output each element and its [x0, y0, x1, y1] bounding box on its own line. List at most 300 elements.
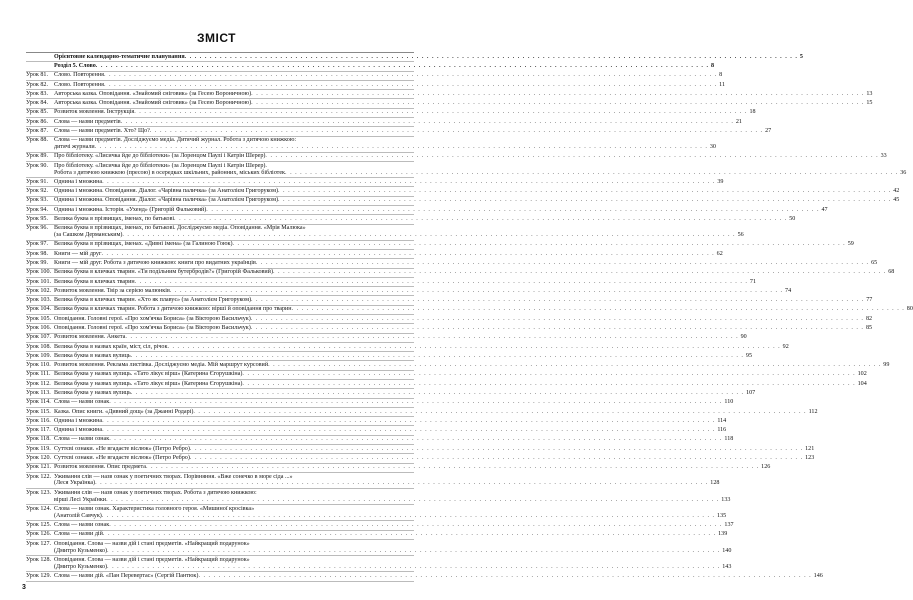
page-ref: 8	[710, 62, 715, 69]
toc-row	[26, 259, 878, 268]
page-ref: 92	[782, 343, 789, 350]
dot-leader	[125, 334, 738, 341]
entry-text	[54, 343, 789, 351]
entry-title: Розвиток мовлення. Інструкція	[54, 109, 135, 116]
dot-leader	[273, 269, 886, 276]
entry-line	[54, 343, 789, 351]
entry-text	[54, 297, 873, 304]
entry-text	[54, 225, 744, 239]
lesson-label: Урок 91.	[26, 178, 48, 185]
entry-line	[54, 480, 720, 487]
entry-text	[54, 436, 734, 443]
entry-title: Велика буква в прізвищах, іменах, по батькові. Досліджуємо медіа. Оповідання. «Мрія Малюка»	[54, 225, 306, 232]
entry-text	[54, 287, 792, 295]
entry-title: Однина і множина. Оповідання. Діалог. «Чарівна паличка» (за Анатолієм Григоруком)	[54, 188, 278, 195]
entry-line	[54, 241, 854, 248]
page-ref: 143	[722, 563, 732, 570]
dot-leader	[95, 144, 708, 151]
toc-row	[26, 371, 867, 380]
toc-row	[26, 296, 873, 305]
entry-text	[54, 100, 873, 107]
entry-line	[54, 464, 771, 471]
entry-line	[54, 506, 414, 513]
entry-title: Робота з дитячою книжкою (пресою) в осередках шкільних, районних, міських бібліотек	[54, 169, 286, 176]
dot-leader	[131, 353, 744, 360]
page-ref: 90	[740, 334, 747, 341]
dot-leader	[198, 573, 811, 580]
dot-leader	[135, 279, 748, 286]
dot-leader	[122, 232, 735, 239]
entry-line	[54, 573, 823, 580]
entry-line	[54, 169, 907, 177]
entry-line	[54, 325, 873, 332]
page-ref: 15	[866, 100, 873, 107]
entry-title: Велика буква в кличках тварин. «Ти подільним бутербродів?» (Григорій Фальковий)	[54, 269, 273, 276]
entry-text	[54, 427, 727, 434]
entry-line	[54, 297, 873, 304]
lesson-label: Урок 120.	[26, 454, 52, 461]
entry-line	[54, 512, 727, 520]
lesson-label: Урок 107.	[26, 334, 52, 341]
entry-text	[54, 216, 796, 223]
page-ref: 59	[847, 241, 854, 248]
lesson-label: Урок 127.	[26, 540, 52, 547]
entry-line	[54, 306, 913, 313]
dot-leader	[242, 381, 855, 388]
entry-line	[54, 490, 414, 497]
entry-title: Орієнтовне календарно-тематичне планування	[54, 53, 185, 60]
page-ref: 21	[735, 118, 742, 125]
dot-leader	[193, 409, 806, 416]
page-ref: 80	[906, 306, 913, 313]
entry-title: Розділ 5. Слово	[54, 62, 96, 69]
dot-leader	[106, 497, 719, 504]
lesson-label: Урок 113.	[26, 389, 51, 396]
entry-line	[54, 153, 887, 160]
lesson-label: Урок 123.	[26, 489, 52, 496]
entry-title: Слова — назви дій. «Пан Перевертас» (Сергій Пантюк)	[54, 573, 199, 579]
entry-text	[54, 278, 756, 286]
entry-line	[54, 178, 724, 186]
entry-line	[54, 163, 414, 170]
toc-row	[26, 287, 792, 296]
dot-leader	[109, 436, 722, 443]
entry-title: Велика буква в кличках тварин. «Хто як плавує» (за Анатолієм Григоруком)	[54, 297, 251, 304]
entry-text	[54, 362, 890, 369]
entry-title: Велика буква у назвах вулиць	[54, 389, 131, 396]
entry-title: Оповідання. Головні герої. «Про хом'ячка Бориса» (за Вікторою Васильчук)	[54, 325, 251, 331]
lesson-label: Урок 89.	[26, 153, 48, 160]
page-ref: 99	[883, 362, 890, 369]
lesson-label: Урок 105.	[26, 315, 52, 322]
page-ref: 65	[871, 260, 878, 267]
toc-row	[26, 521, 734, 530]
entry-text	[54, 454, 815, 462]
entry-title: Уживання слів — назв ознак у поетичних творах. Порівняння. «Вже сонечко в море сіда ...»	[54, 473, 293, 480]
entry-text	[54, 371, 867, 378]
entry-line	[54, 206, 828, 214]
lesson-label: Урок 99.	[26, 260, 48, 267]
entry-text	[54, 81, 726, 89]
entry-line	[54, 315, 873, 323]
lesson-label: Урок 117.	[26, 427, 51, 434]
entry-text	[54, 118, 742, 126]
dot-leader	[131, 390, 744, 397]
entry-title: Слова — назви ознак. Характеристика головного героя. «Мишиної кросівка»	[54, 505, 255, 512]
page-ref: 102	[857, 371, 867, 378]
lesson-label: Урок 128.	[26, 556, 52, 563]
entry-title: (за Сашком Дерманським)	[54, 232, 123, 239]
toc-row	[26, 343, 789, 352]
page-ref: 5	[799, 53, 803, 60]
dot-leader	[107, 564, 720, 571]
page-ref: 116	[717, 427, 727, 434]
dot-leader	[96, 63, 709, 70]
page-ref: 30	[709, 144, 716, 151]
toc-row	[26, 137, 716, 153]
entry-line	[54, 427, 727, 434]
entry-line	[54, 547, 732, 555]
page-ref: 140	[722, 547, 732, 554]
toc-row	[26, 445, 815, 454]
entry-line	[54, 563, 732, 571]
lesson-label: Урок 114.	[26, 399, 51, 406]
toc-row	[26, 306, 913, 315]
dot-leader	[104, 72, 717, 79]
dot-leader	[251, 325, 864, 332]
toc-section-row	[26, 52, 803, 62]
entry-line	[54, 352, 753, 360]
lesson-label: Урок 97.	[26, 241, 48, 248]
toc-row	[26, 206, 828, 215]
entry-text	[54, 531, 728, 538]
dot-leader	[107, 548, 720, 555]
page-ref: 50	[789, 216, 796, 222]
entry-text	[54, 62, 715, 70]
dot-leader	[102, 418, 715, 425]
dot-leader	[146, 464, 759, 471]
dot-leader	[109, 522, 722, 529]
dot-leader	[101, 251, 714, 258]
page-ref: 107	[746, 389, 756, 396]
lesson-label: Урок 93.	[26, 197, 48, 204]
entry-text	[54, 380, 867, 388]
toc-row	[26, 426, 727, 435]
entry-line	[54, 399, 734, 406]
entry-text	[54, 90, 873, 98]
page-ref: 104	[857, 380, 867, 387]
entry-title: Книги — мій друг. Робота з дитячою книжкою: книги про видатних українців	[54, 260, 256, 267]
entry-line	[54, 100, 873, 107]
entry-line	[54, 127, 772, 135]
dot-leader	[190, 446, 803, 453]
entry-line	[54, 137, 414, 144]
lesson-label: Урок 81.	[26, 72, 48, 79]
toc-row	[26, 540, 732, 556]
page-ref: 118	[724, 436, 734, 443]
entry-line	[54, 436, 734, 443]
page-ref: 68	[888, 269, 895, 276]
lesson-label: Урок 87.	[26, 127, 48, 134]
entry-text	[54, 153, 887, 160]
entry-text	[54, 178, 724, 186]
page-ref: 27	[765, 127, 772, 134]
entry-line	[54, 90, 873, 98]
page-ref: 82	[865, 315, 873, 322]
entry-title: Суттєві ознаки. «Не вгадаєте віслюк» (Петро Ребро)	[54, 445, 190, 452]
dot-leader	[95, 480, 708, 487]
entry-title: Велика буква у назвах вулиць. «Тато лікує вірш» (Катерина Єгорушкіна)	[54, 371, 243, 378]
dot-leader	[134, 109, 747, 116]
dot-leader	[251, 100, 864, 107]
toc-row	[26, 334, 747, 343]
lesson-label: Урок 85.	[26, 109, 48, 116]
entry-title: Однина і множина	[54, 417, 103, 424]
lesson-label: Урок 106.	[26, 325, 52, 331]
entry-line	[54, 118, 742, 126]
entry-title: Велика буква в кличках тварин. Робота з дитячою книжкою: вірші й оповідання про тварин	[54, 306, 292, 313]
entry-title: Слово. Повторення	[54, 81, 104, 88]
toc-row	[26, 389, 756, 398]
toc-row	[26, 215, 796, 224]
toc-row	[26, 153, 887, 162]
entry-text	[54, 109, 756, 116]
entry-title: Уживання слів — назв ознак у поетичних творах. Робота з дитячою книжкою:	[54, 489, 257, 496]
toc-row	[26, 324, 873, 333]
dot-leader	[104, 82, 717, 89]
entry-text	[54, 556, 732, 571]
lesson-label: Урок 83.	[26, 90, 48, 97]
dot-leader	[102, 427, 715, 434]
entry-line	[54, 531, 728, 538]
lesson-label: Урок 90.	[26, 162, 48, 169]
lesson-label: Урок 88.	[26, 137, 48, 144]
dot-leader	[251, 316, 864, 323]
entry-title: вірші Лесі Українки	[54, 496, 107, 503]
dot-leader	[103, 531, 716, 538]
entry-line	[54, 109, 756, 116]
toc-row	[26, 473, 720, 489]
entry-line	[54, 389, 756, 397]
dot-leader	[206, 207, 819, 214]
entry-line	[54, 62, 715, 70]
toc-row	[26, 489, 731, 505]
lesson-label: Урок 121.	[26, 464, 52, 471]
lesson-label: Урок 103.	[26, 297, 52, 304]
toc-row	[26, 380, 867, 389]
lesson-label: Урок 126.	[26, 531, 52, 538]
entry-line	[54, 260, 878, 267]
dot-leader	[233, 241, 846, 248]
dot-leader	[278, 188, 891, 195]
lesson-label: Урок 109.	[26, 352, 52, 359]
lesson-label: Урок 104.	[26, 306, 52, 313]
entry-title: Велика буква в назвах вулиць	[54, 352, 131, 359]
toc-row	[26, 225, 744, 241]
lesson-label: Урок 115.	[26, 408, 51, 415]
entry-title: Однина і множина	[54, 427, 103, 434]
lesson-label: Урок 82.	[26, 81, 48, 88]
dot-leader	[121, 119, 734, 126]
entry-text	[54, 540, 732, 555]
entry-text	[54, 464, 771, 471]
entry-title: Слова — назви ознак	[54, 399, 110, 406]
entry-line	[54, 408, 818, 416]
entry-title: Оповідання. Головні герої. «Про хом'ячка Бориса» (за Вікторою Васильчук)	[54, 315, 251, 322]
entry-title: Авторська казка. Оповідання. «Знайомий сніговик» (за Гесею Вороничною)	[54, 100, 252, 107]
entry-title: Велика буква в кличках тварин	[54, 278, 135, 285]
entry-title: Про бібліотеку. «Лисичка йде до бібліотеки» (за Лоренцом Паулі і Катрін Шерер).	[54, 162, 267, 169]
entry-text	[54, 197, 900, 204]
entry-line	[54, 496, 731, 504]
toc-row	[26, 118, 742, 127]
entry-text	[54, 522, 734, 529]
dot-leader	[292, 306, 905, 313]
entry-title: Авторська казка. Оповідання. «Знайомий сніговик» (за Гесею Вороничною)	[54, 90, 252, 97]
entry-title: Розвиток мовлення. Твір за серією малюнків	[54, 287, 170, 294]
entry-text	[54, 162, 907, 177]
entry-text	[54, 188, 900, 195]
entry-line	[54, 362, 890, 369]
entry-title: (Дмитро Кузьменко)	[54, 547, 108, 554]
page-ref: 8	[719, 72, 723, 79]
entry-line	[54, 380, 867, 388]
entry-text	[54, 473, 720, 488]
lesson-label: Урок 122.	[26, 473, 52, 480]
lesson-label: Урок 118.	[26, 436, 51, 443]
entry-title: (Дмитро Кузьменко)	[54, 563, 108, 570]
lesson-label: Урок 92.	[26, 188, 48, 195]
page-title: ЗМІСТ	[196, 31, 237, 45]
page-ref: 71	[749, 278, 756, 285]
toc-row	[26, 417, 727, 426]
entry-text	[54, 241, 854, 248]
dot-leader	[278, 197, 891, 204]
page-ref: 121	[805, 445, 815, 452]
page-ref: 114	[717, 417, 727, 424]
dot-leader	[251, 297, 864, 304]
entry-text	[54, 445, 815, 453]
lesson-label: Урок 94.	[26, 206, 48, 213]
dot-leader	[170, 288, 783, 295]
entry-line	[54, 278, 756, 286]
page-ref: 123	[805, 454, 815, 461]
entry-text	[54, 315, 873, 323]
lesson-label: Урок 111.	[26, 371, 51, 378]
entry-line	[54, 371, 867, 378]
toc-row	[26, 399, 734, 408]
entry-title: Велика буква у назвах вулиць. «Тато лікує вірш» (Катерина Єгорушкіна)	[54, 380, 243, 387]
page-ref: 137	[724, 522, 734, 529]
toc-row	[26, 162, 907, 178]
page-ref: 112	[808, 408, 818, 415]
dot-leader	[190, 455, 803, 462]
entry-line	[54, 474, 414, 481]
lesson-label: Урок 116.	[26, 417, 51, 424]
page-ref: 110	[724, 399, 734, 406]
page-ref: 42	[893, 188, 900, 195]
entry-title: Суттєві ознаки. «Не вгадаєте віслюк» (Петро Ребро)	[54, 454, 190, 461]
entry-title: Однина і множина	[54, 178, 103, 185]
entry-text	[54, 137, 716, 151]
entry-text	[54, 505, 727, 520]
page-ref: 146	[813, 573, 823, 579]
entry-title: Оповідання. Слова — назви дій і стані предметів. «Найкращий подарунок»	[54, 540, 250, 547]
toc-row	[26, 187, 900, 196]
dot-leader	[174, 216, 787, 223]
entry-title: Слова — назви дій	[54, 531, 103, 538]
page-ref: 74	[785, 287, 792, 294]
toc-row	[26, 464, 771, 473]
toc-row	[26, 81, 726, 90]
entry-title: Велика буква в прізвищах, іменах, по батькові	[54, 216, 175, 222]
page-ref: 11	[719, 81, 726, 88]
entry-line	[54, 53, 803, 61]
entry-line	[54, 144, 716, 151]
entry-title: Розвиток мовлення. Анкета	[54, 334, 126, 341]
page-ref: 95	[745, 352, 753, 359]
entry-title: (Анатолій Савчук)	[54, 512, 102, 519]
entry-line	[54, 334, 747, 341]
page-ref: 133	[721, 496, 731, 503]
entry-line	[54, 269, 895, 276]
dot-leader	[242, 371, 855, 378]
entry-title: (Леся Українка)	[54, 480, 96, 487]
toc-row	[26, 572, 823, 581]
entry-text	[54, 260, 878, 267]
toc-row	[26, 178, 724, 187]
entry-text	[54, 389, 756, 397]
entry-title: Казка. Опис книги. «Дивний дощ» (за Джанні Родарі)	[54, 408, 194, 415]
dot-leader	[185, 54, 798, 61]
toc-row	[26, 278, 756, 287]
toc-row	[26, 531, 728, 540]
dot-leader	[102, 513, 715, 520]
toc-row	[26, 556, 732, 572]
entry-title: Книги — мій друг	[54, 250, 102, 257]
dot-leader	[285, 170, 898, 177]
entry-text	[54, 53, 803, 61]
toc-row	[26, 90, 873, 99]
entry-line	[54, 216, 796, 223]
entry-title: Однина і множина. Оповідання. Діалог. «Чарівна паличка» (за Анатолієм Григоруком)	[54, 197, 278, 204]
toc-row	[26, 197, 900, 206]
dot-leader	[251, 91, 864, 98]
page-ref: 33	[880, 153, 887, 160]
toc-row	[26, 99, 873, 108]
entry-line	[54, 72, 723, 79]
page-ref: 47	[821, 206, 828, 213]
entry-text	[54, 206, 828, 214]
entry-text	[54, 573, 823, 580]
entry-text	[54, 127, 772, 135]
lesson-label: Урок 108.	[26, 343, 52, 350]
page-ref: 85	[865, 325, 873, 331]
page-ref: 62	[716, 250, 723, 257]
lesson-label: Урок 124.	[26, 505, 52, 512]
toc-row	[26, 454, 815, 463]
entry-title: Оповідання. Слова — назви дій і стані предметів. «Найкращий подарунок»	[54, 556, 250, 563]
entry-line	[54, 541, 414, 548]
entry-text	[54, 269, 895, 276]
toc-section-row	[26, 62, 715, 71]
entry-title: Розвиток мовлення. Опис предмета	[54, 464, 146, 471]
page-ref: 56	[737, 232, 744, 239]
table-of-contents	[26, 52, 913, 582]
entry-title: Слова — назви предметів	[54, 118, 121, 125]
entry-text	[54, 399, 734, 406]
lesson-label: Урок 119.	[26, 445, 51, 452]
